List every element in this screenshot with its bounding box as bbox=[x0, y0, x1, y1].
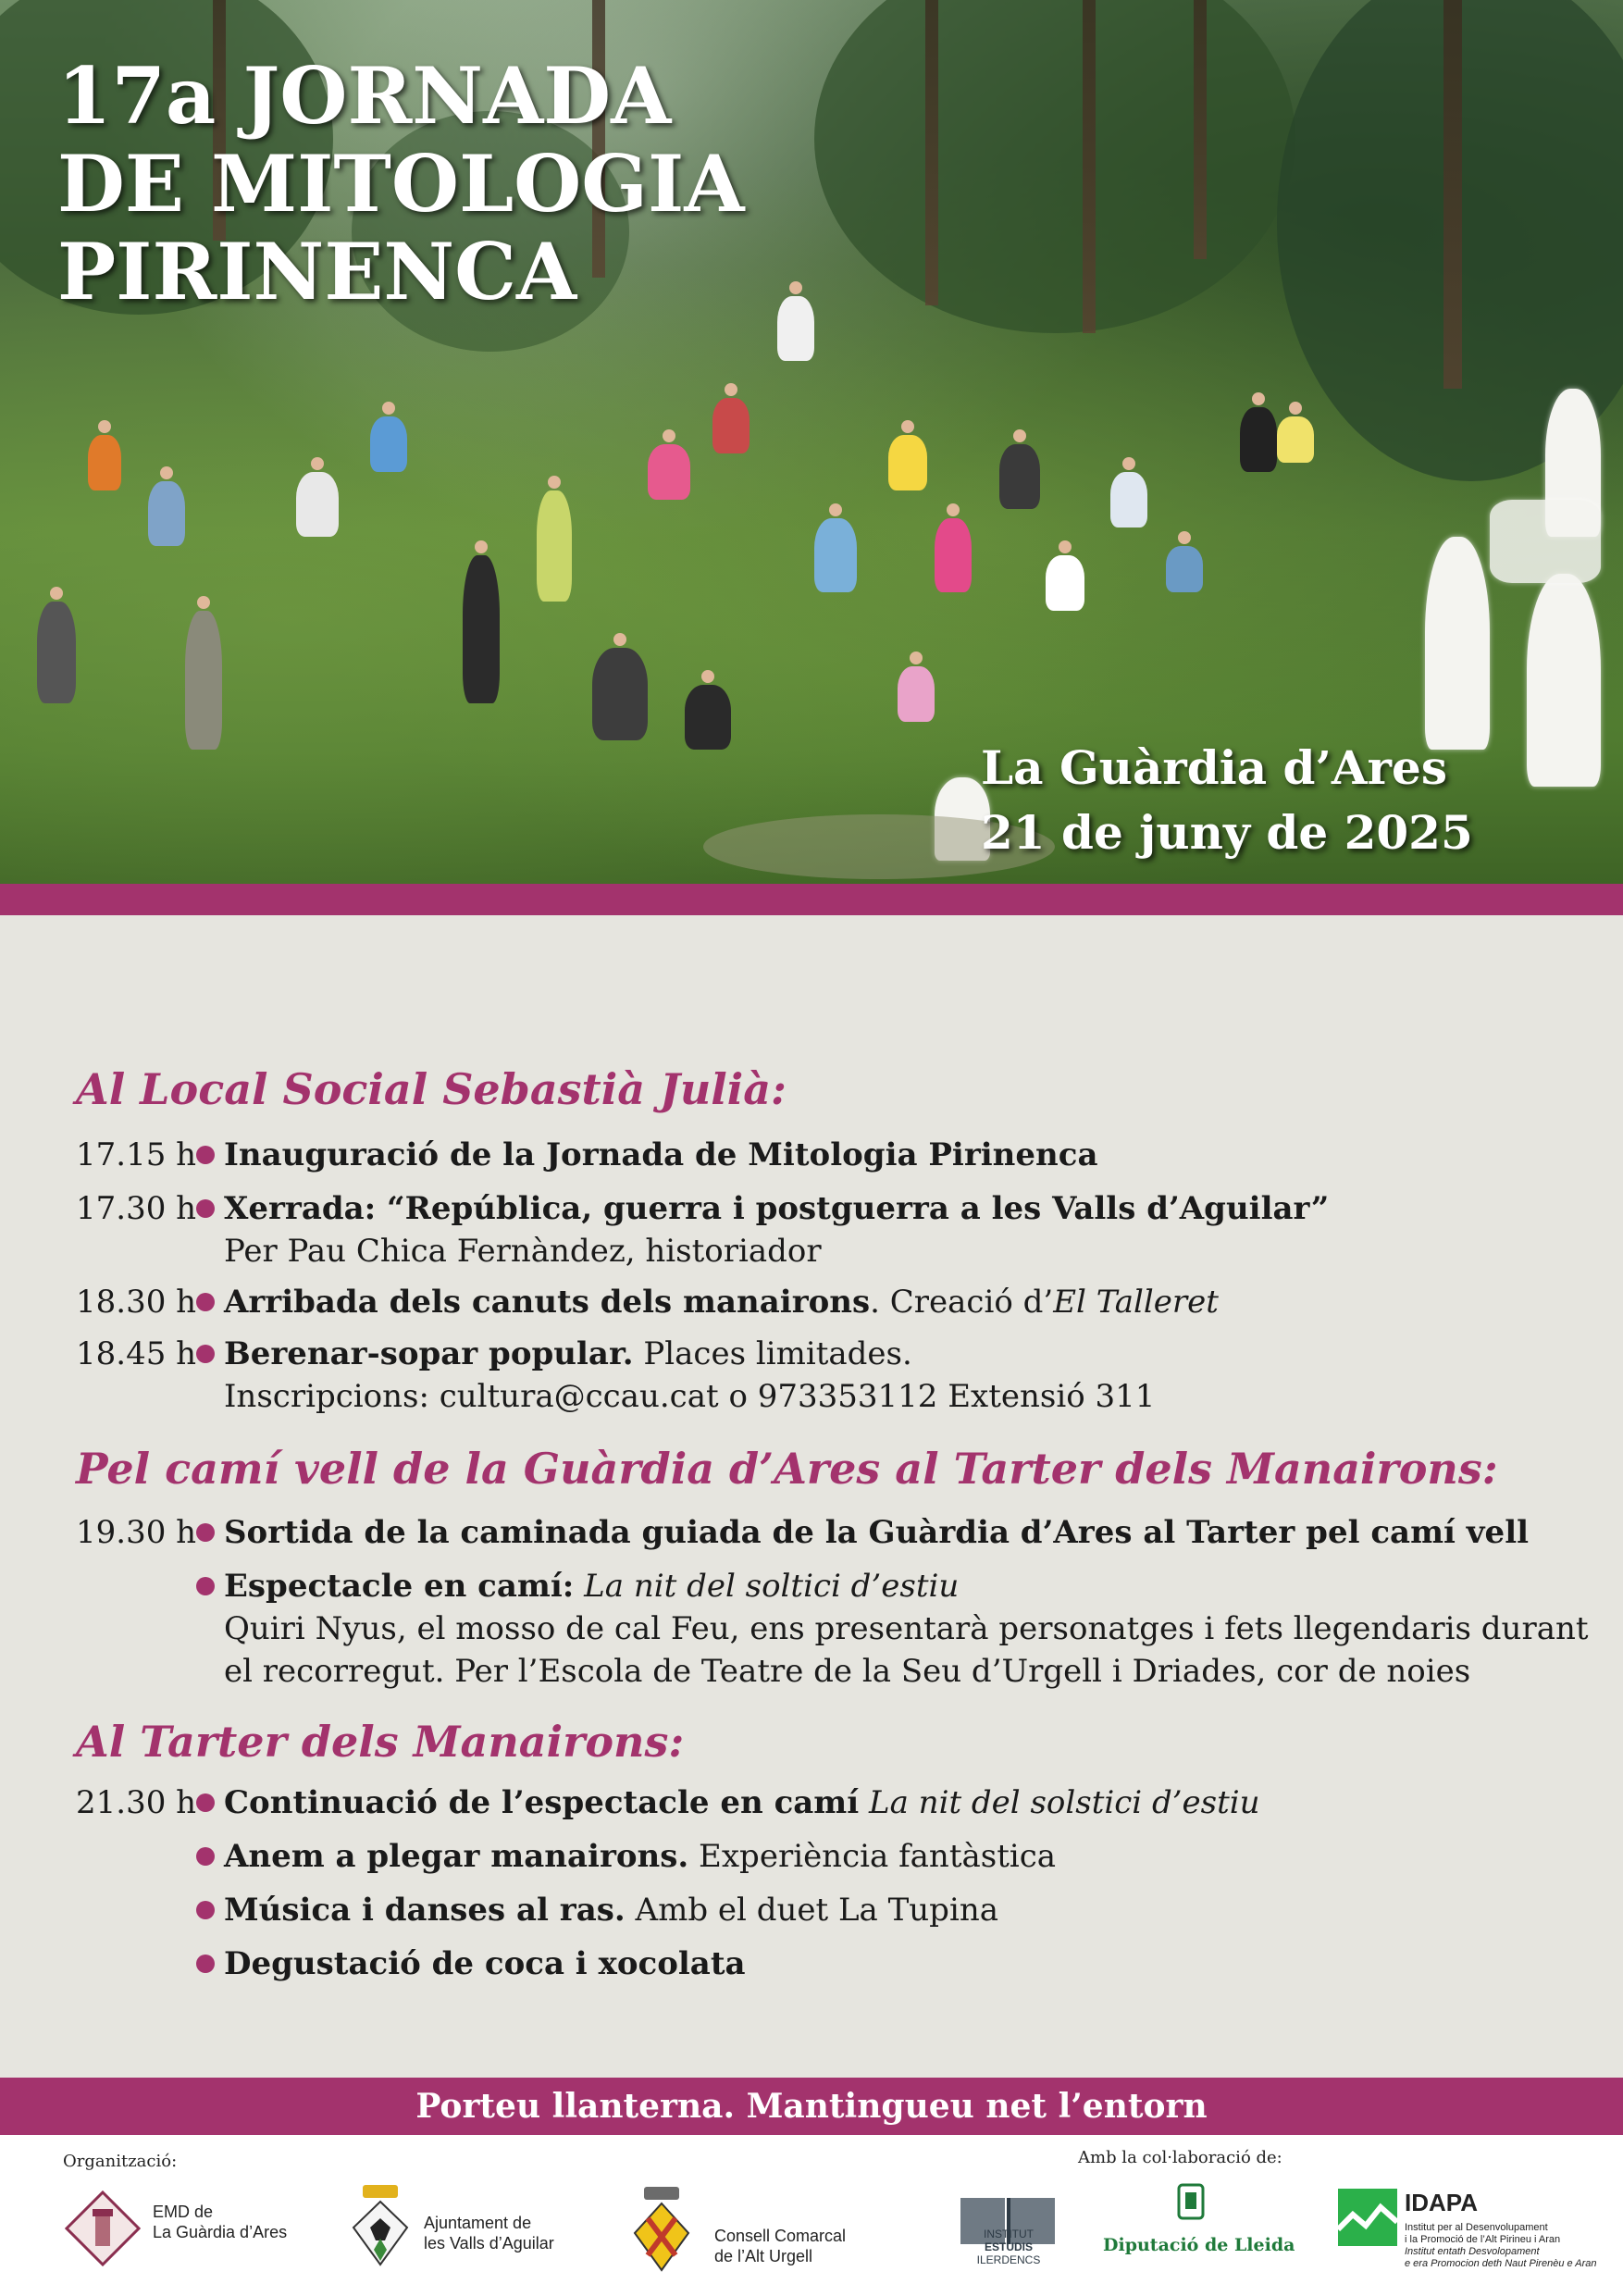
event-title bbox=[57, 52, 745, 316]
logo-line: Ajuntament de bbox=[424, 2214, 532, 2232]
ajuntament-logo-icon bbox=[350, 2183, 411, 2268]
crowd-person bbox=[814, 518, 857, 592]
logo-line: La Guàrdia d’Ares bbox=[153, 2223, 288, 2241]
bullet-icon bbox=[196, 1901, 215, 1919]
crowd-person bbox=[463, 555, 500, 703]
program-detail: Per Pau Chica Fernàndez, historiador bbox=[224, 1233, 822, 1270]
tree-trunk bbox=[1194, 0, 1207, 259]
crowd-person bbox=[537, 490, 572, 602]
program-time: 18.30 h bbox=[76, 1284, 197, 1321]
crowd-person bbox=[1277, 416, 1314, 463]
program-title: Xerrada: “República, guerra i postguerra a les Valls d’Aguilar” bbox=[224, 1190, 1330, 1227]
program-detail: Quiri Nyus, el mosso de cal Feu, ens presentarà personatges i fets llegendaris durant bbox=[224, 1610, 1589, 1647]
emd-logo-text bbox=[153, 2202, 287, 2242]
crowd-person bbox=[1046, 555, 1084, 611]
event-date: 21 de juny de 2025 bbox=[981, 805, 1473, 860]
program-title: Anem a plegar manairons. bbox=[224, 1838, 689, 1875]
logo-line: de l’Alt Urgell bbox=[714, 2247, 813, 2265]
crowd-person bbox=[370, 416, 407, 472]
idapa-logo-text bbox=[1405, 2222, 1597, 2270]
bullet-icon bbox=[196, 1577, 215, 1595]
program-detail-italic: La nit del solstici d’estiu bbox=[859, 1784, 1260, 1821]
logo-line: e era Promocion deth Naut Pirenèu e Aran bbox=[1405, 2258, 1597, 2269]
crowd-person bbox=[898, 666, 935, 722]
bullet-icon bbox=[196, 1293, 215, 1311]
bullet-icon bbox=[196, 1955, 215, 1973]
crowd-person bbox=[935, 518, 972, 592]
program-title: Sortida de la caminada guiada de la Guàrdia d’Ares al Tarter pel camí vell bbox=[224, 1514, 1530, 1551]
tree-trunk bbox=[1443, 0, 1462, 389]
bullet-icon bbox=[196, 1847, 215, 1866]
crowd-person bbox=[999, 444, 1040, 509]
accent-band-top bbox=[0, 884, 1623, 915]
consell-comarcal-logo-icon bbox=[631, 2185, 692, 2274]
program-detail: Experiència fantàstica bbox=[688, 1838, 1057, 1875]
event-title-line: PIRINENCA bbox=[57, 226, 577, 317]
tree-trunk bbox=[1083, 0, 1096, 333]
event-location-date bbox=[981, 736, 1473, 865]
white-dressed-figure bbox=[1527, 574, 1601, 787]
program-time: 21.30 h bbox=[76, 1784, 197, 1821]
crowd-person bbox=[1110, 472, 1147, 527]
emd-logo-icon bbox=[65, 2191, 141, 2266]
crowd-person bbox=[1240, 407, 1277, 472]
white-dressed-figure bbox=[1425, 537, 1490, 750]
program-detail: Inscripcions: cultura@ccau.cat o 973353112 Extensió 311 bbox=[224, 1378, 1156, 1415]
event-title-line: 17a JORNADA bbox=[57, 50, 672, 142]
crowd-person bbox=[592, 648, 648, 740]
idapa-logo-name: IDAPA bbox=[1405, 2189, 1478, 2216]
bullet-icon bbox=[196, 1146, 215, 1164]
logo-line: les Valls d’Aguilar bbox=[424, 2234, 554, 2253]
program-detail-italic: La nit del soltici d’estiu bbox=[574, 1568, 960, 1605]
idapa-logo-icon bbox=[1338, 2189, 1397, 2246]
program-detail-italic: El Talleret bbox=[1053, 1284, 1219, 1321]
logo-line: ESTUDIS bbox=[984, 2240, 1033, 2253]
logo-line: EMD de bbox=[153, 2203, 214, 2221]
crowd-person bbox=[1166, 546, 1203, 592]
program-title: Arribada dels canuts dels manairons bbox=[224, 1284, 871, 1321]
bullet-icon bbox=[196, 1345, 215, 1363]
diputacio-lleida-logo-text: Diputació de Lleida bbox=[1103, 2235, 1295, 2255]
collaboration-label: Amb la col·laboració de: bbox=[1078, 2148, 1282, 2167]
program-time: 18.45 h bbox=[76, 1335, 197, 1372]
program-title: Inauguració de la Jornada de Mitologia Pirinenca bbox=[224, 1136, 1098, 1173]
section-title: Pel camí vell de la Guàrdia d’Ares al Tarter dels Manairons: bbox=[76, 1444, 1498, 1494]
bullet-icon bbox=[196, 1793, 215, 1812]
event-title-line: DE MITOLOGIA bbox=[57, 138, 745, 230]
logo-line: Consell Comarcal bbox=[714, 2227, 847, 2245]
crowd-person bbox=[685, 685, 731, 750]
logo-line: Institut entath Desvolopament bbox=[1405, 2246, 1540, 2257]
logo-line: INSTITUT bbox=[984, 2228, 1034, 2240]
hero-photo bbox=[0, 0, 1623, 884]
logo-line: ILERDENCS bbox=[976, 2253, 1041, 2266]
tree-canopy bbox=[814, 0, 1295, 333]
program-time: 19.30 h bbox=[76, 1514, 197, 1551]
program-detail: Places limitades. bbox=[633, 1335, 912, 1372]
crowd-person bbox=[712, 398, 750, 453]
program-time: 17.30 h bbox=[76, 1190, 197, 1227]
organization-label: Organització: bbox=[63, 2152, 178, 2171]
crowd-person bbox=[888, 435, 927, 490]
section-title: Al Local Social Sebastià Julià: bbox=[76, 1064, 787, 1114]
program-detail: . Creació d’ bbox=[870, 1284, 1054, 1321]
crowd-person bbox=[777, 296, 814, 361]
crowd-person bbox=[185, 611, 222, 750]
tree-trunk bbox=[925, 0, 938, 305]
program-time: 17.15 h bbox=[76, 1136, 197, 1173]
diputacio-shield-icon bbox=[1177, 2183, 1205, 2220]
logo-line: i la Promoció de l’Alt Pirineu i Aran bbox=[1405, 2234, 1561, 2245]
footer-banner: Porteu llanterna. Mantingueu net l’entorn bbox=[0, 2078, 1623, 2135]
crowd-person bbox=[648, 444, 690, 500]
program-title: Degustació de coca i xocolata bbox=[224, 1945, 746, 1982]
bullet-icon bbox=[196, 1523, 215, 1542]
program-title: Berenar-sopar popular. bbox=[224, 1335, 634, 1372]
program-detail: el recorregut. Per l’Escola de Teatre de la Seu d’Urgell i Driades, cor de noies bbox=[224, 1653, 1471, 1690]
sponsor-logos bbox=[0, 2135, 1623, 2296]
section-title: Al Tarter dels Manairons: bbox=[76, 1717, 685, 1767]
crowd-person bbox=[88, 435, 121, 490]
program-title: Continuació de l’espectacle en camí bbox=[224, 1784, 860, 1821]
bullet-icon bbox=[196, 1199, 215, 1218]
crowd-person bbox=[37, 602, 76, 703]
crowd-person bbox=[296, 472, 339, 537]
ajuntament-logo-text bbox=[424, 2213, 554, 2253]
logo-line: Institut per al Desenvolupament bbox=[1405, 2222, 1548, 2233]
event-location: La Guàrdia d’Ares bbox=[981, 740, 1447, 795]
program-title: Espectacle en camí: bbox=[224, 1568, 575, 1605]
program-title: Música i danses al ras. bbox=[224, 1892, 626, 1929]
program-detail: Amb el duet La Tupina bbox=[625, 1892, 998, 1929]
white-cloth bbox=[1490, 500, 1601, 583]
crowd-person bbox=[148, 481, 185, 546]
institut-estudis-ilerdencs-logo-text bbox=[973, 2228, 1044, 2266]
consell-comarcal-logo-text bbox=[714, 2226, 846, 2266]
